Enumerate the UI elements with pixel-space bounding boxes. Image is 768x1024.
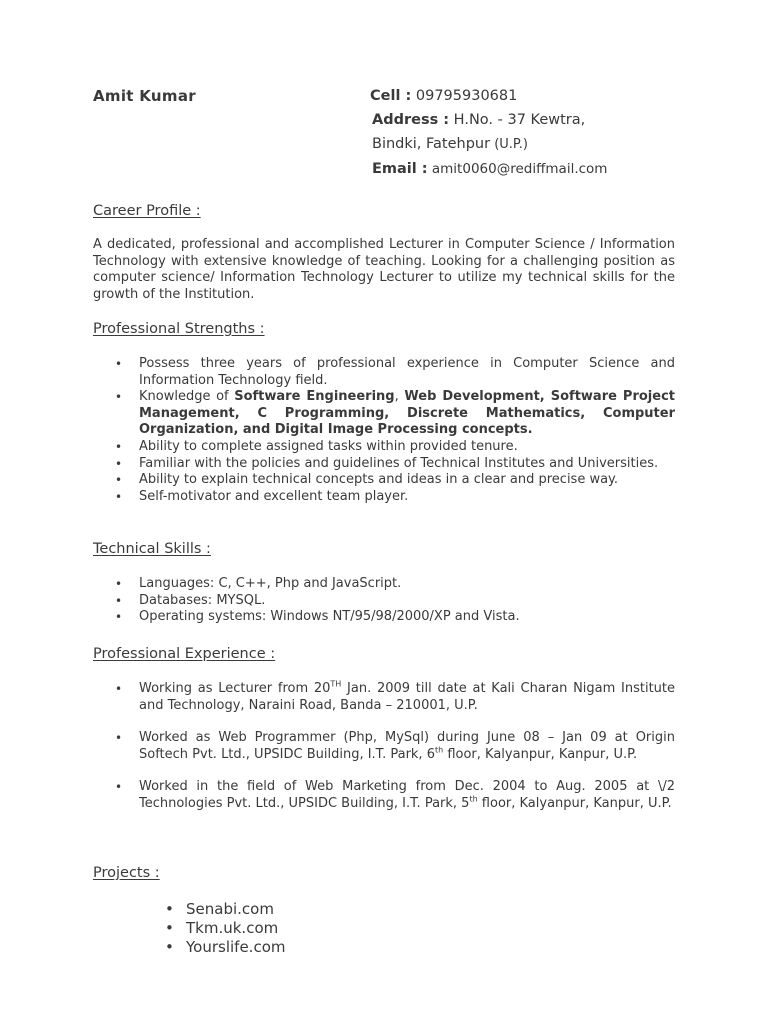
email-value: amit0060@rediffmail.com — [427, 161, 608, 177]
address-line-1 — [372, 112, 585, 128]
strengths-list — [93, 356, 675, 505]
list-item — [93, 389, 675, 439]
experience-text: floor, Kalyanpur, Kanpur, U.P. — [477, 795, 672, 811]
candidate-name: Amit Kumar — [93, 87, 196, 105]
address-label: Address : — [372, 112, 450, 128]
knowledge-prefix: Knowledge of — [139, 389, 235, 405]
list-item: • Familiar with the policies and guidelines of Technical Institutes and Universities. — [93, 456, 675, 473]
list-item: • Ability to explain technical concepts and ideas in a clear and precise way. — [93, 472, 675, 489]
experience-list — [93, 681, 675, 829]
email-line — [372, 161, 607, 177]
experience-text: floor, Kalyanpur, Kanpur, U.P. — [443, 746, 638, 762]
career-profile-heading: Career Profile : — [93, 203, 201, 219]
list-item: • Yourslife.com — [165, 938, 286, 957]
cell-label: Cell : — [370, 88, 412, 104]
list-item: • Senabi.com — [165, 900, 286, 919]
career-profile-text: A dedicated, professional and accomplished Lecturer in Computer Science / Information Technology with extensive knowledge of teaching. Looking for a challenging position as computer science/ Information Technology Lecturer to utilize my technical skills for the growth of the Institution. — [93, 237, 675, 303]
list-item: • Databases: MYSQL. — [93, 593, 675, 610]
projects-list — [165, 900, 286, 957]
cell-value: 09795930681 — [411, 88, 518, 104]
knowledge-bold-2: Web Development, Software Project Management, C Programming, Discrete Mathematics, Computer Organization, and Digital Image Processing concepts. — [139, 389, 675, 438]
experience-sup: th — [469, 794, 478, 804]
email-label: Email : — [372, 161, 428, 177]
list-item: • Possess three years of professional experience in Computer Science and Information Technology field. — [93, 356, 675, 389]
list-item: • Languages: C, C++, Php and JavaScript. — [93, 576, 675, 593]
address-line-2 — [372, 136, 528, 152]
professional-experience-heading: Professional Experience : — [93, 646, 276, 662]
experience-sup: th — [434, 745, 444, 755]
knowledge-bold-1: Software Engineering — [234, 389, 395, 405]
list-item: • Tkm.uk.com — [165, 919, 286, 938]
list-item — [93, 730, 675, 763]
experience-text: Working as Lecturer from 20 — [139, 681, 331, 696]
knowledge-comma: , — [394, 389, 405, 405]
cell-line — [370, 88, 517, 104]
professional-strengths-heading: Professional Strengths : — [93, 321, 265, 337]
experience-text: Worked as Web Programmer (Php, MySql) during June 08 – Jan 09 at Origin Softech Pvt. Ltd., UPSIDC Building, I.T. Park, 6 — [139, 730, 675, 762]
experience-sup: TH — [330, 679, 342, 689]
address-value-1: H.No. - 37 Kewtra, — [449, 112, 586, 128]
list-item: • Operating systems: Windows NT/95/98/2000/XP and Vista. — [93, 609, 675, 626]
list-item — [93, 681, 675, 714]
address-state: (U.P.) — [490, 137, 528, 152]
list-item: • Self-motivator and excellent team player. — [93, 489, 675, 506]
experience-text: Worked in the field of Web Marketing from Dec. 2004 to Aug. 2005 at \/2 Technologies Pvt. Ltd., UPSIDC Building, I.T. Park, 5 — [139, 779, 675, 811]
list-item — [93, 779, 675, 812]
list-item: • Ability to complete assigned tasks within provided tenure. — [93, 439, 675, 456]
technical-skills-heading: Technical Skills : — [93, 541, 211, 557]
technical-skills-list — [93, 576, 675, 626]
address-value-2: Bindki, Fatehpur — [372, 136, 491, 152]
experience-text: Jan. 2009 till date at Kali Charan Nigam Institute and Technology, Naraini Road, Banda – 210001, U.P. — [139, 681, 676, 713]
projects-heading: Projects : — [93, 865, 160, 881]
